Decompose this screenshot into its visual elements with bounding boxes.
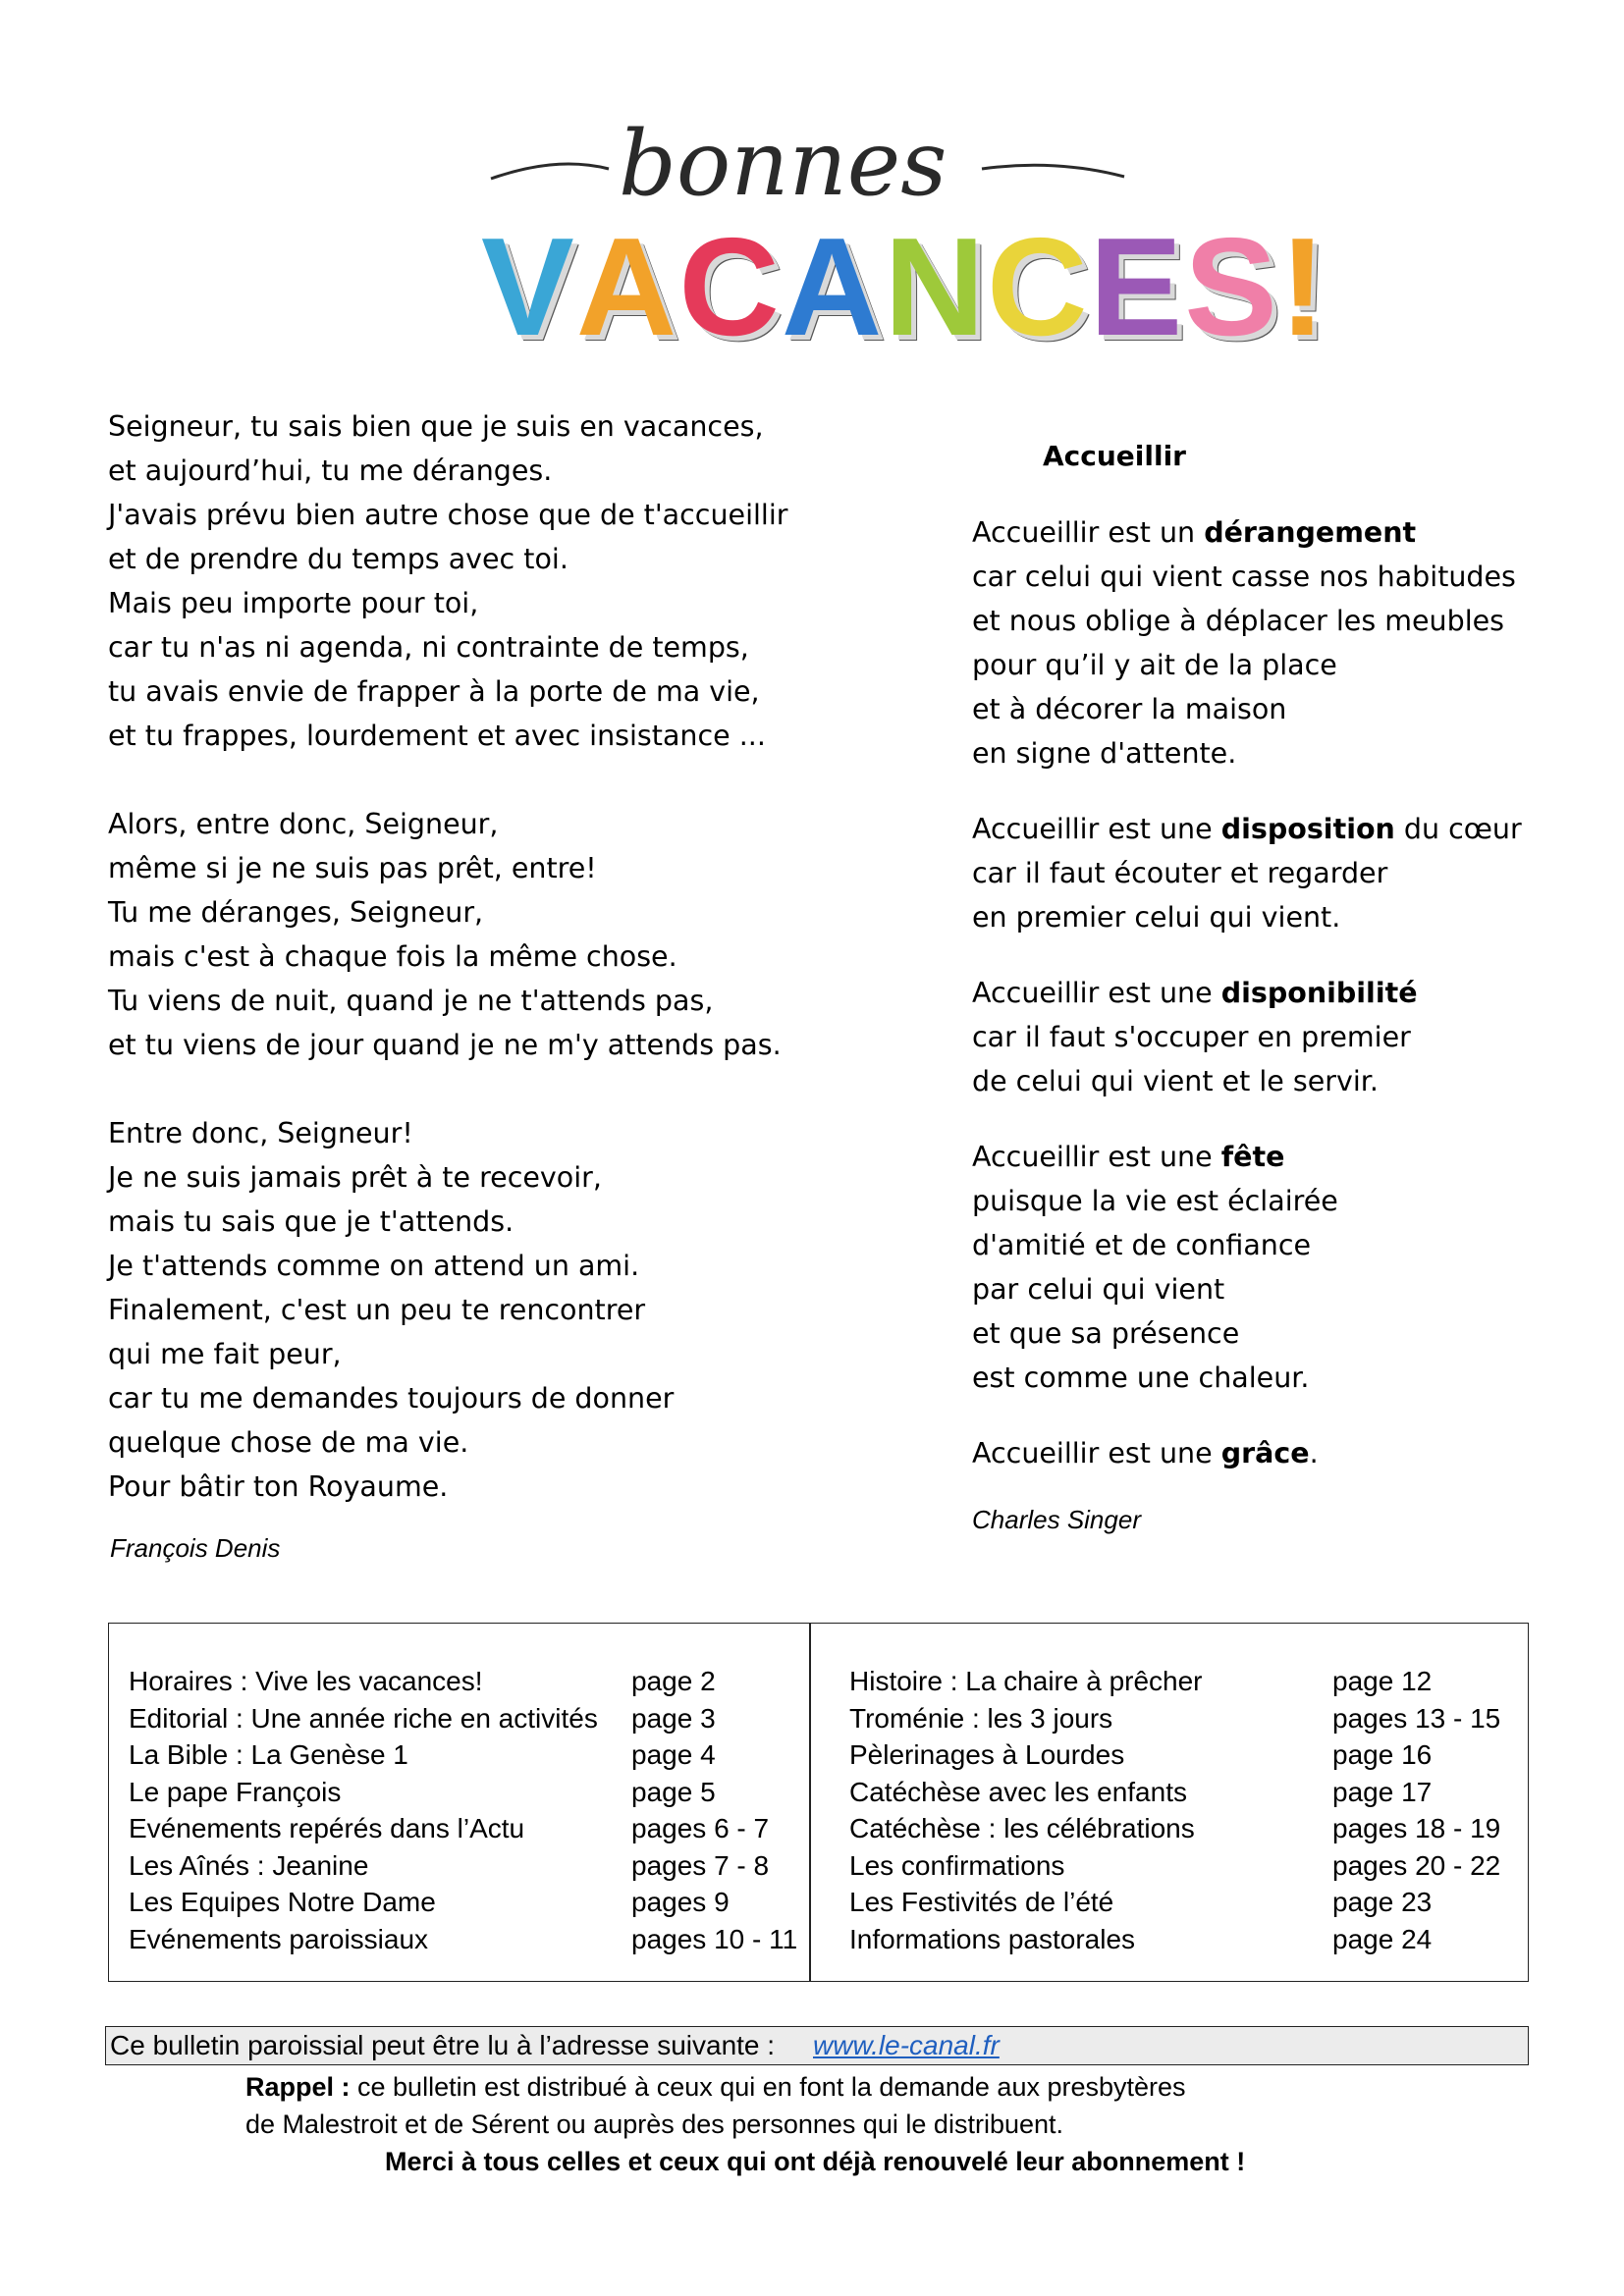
poem-line: d'amitié et de confiance	[972, 1229, 1312, 1261]
poem-line: par celui qui vient	[972, 1273, 1225, 1306]
toc-row	[129, 1663, 716, 1700]
website-link[interactable]: www.le-canal.fr	[813, 2030, 1000, 2060]
stanza-gap	[972, 1103, 1522, 1135]
stanza-tail: .	[1309, 1437, 1319, 1469]
toc-title: Horaires : Vive les vacances!	[129, 1666, 483, 1696]
poem-line: et aujourd’hui, tu me déranges.	[108, 454, 553, 487]
poem-line: qui me fait peur,	[108, 1338, 342, 1370]
toc-title: Les confirmations	[849, 1849, 1065, 1881]
toc-title: Catéchèse : les célébrations	[849, 1813, 1195, 1843]
vacances-letter: C	[678, 209, 782, 365]
poem-line: et de prendre du temps avec toi.	[108, 543, 568, 575]
vacances-letter: A	[575, 209, 679, 365]
toc-title: Les Aînés : Jeanine	[129, 1849, 369, 1881]
poem-line: Pour bâtir ton Royaume.	[108, 1470, 449, 1503]
rappel-line-2: de Malestroit et de Sérent ou auprès des personnes qui le distribuent.	[245, 2109, 1064, 2139]
poem-line: en premier celui qui vient.	[972, 901, 1341, 934]
poem-line: et que sa présence	[972, 1317, 1240, 1350]
poem-line: et à décorer la maison	[972, 693, 1287, 725]
toc-row	[129, 1810, 770, 1847]
toc-row	[129, 1847, 770, 1885]
poem-line: Tu viens de nuit, quand je ne t'attends pas,	[108, 985, 714, 1017]
stanza-lead: Accueillir est une	[972, 1437, 1221, 1469]
poem-line: Entre donc, Seigneur!	[108, 1117, 413, 1149]
toc-title: Le pape François	[129, 1776, 342, 1807]
toc-row	[849, 1663, 1433, 1700]
toc-page-number: pages 6 - 7	[631, 1813, 770, 1843]
toc-page-number: page 16	[1332, 1739, 1433, 1770]
poem-line: de celui qui vient et le servir.	[972, 1065, 1379, 1097]
poem-line: pour qu’il y ait de la place	[972, 649, 1337, 681]
stanza-gap	[972, 775, 1522, 807]
stanza-heading-line	[972, 510, 1522, 555]
toc-page-number: page 24	[1332, 1923, 1433, 1954]
right-poem-author: Charles Singer	[972, 1505, 1141, 1534]
toc-row	[849, 1847, 1501, 1885]
poem-line: puisque la vie est éclairée	[972, 1185, 1338, 1217]
toc-page-number: pages 13 - 15	[1332, 1702, 1501, 1734]
rappel-note	[245, 2068, 1186, 2143]
bonnes-script-graphic	[471, 108, 1139, 226]
stanza-lead: Accueillir est une	[972, 813, 1221, 845]
left-poem	[108, 404, 787, 1509]
stanza-keyword: fête	[1220, 1141, 1285, 1173]
poem-line: car il faut écouter et regarder	[972, 857, 1388, 889]
poem-line: Mais peu importe pour toi,	[108, 587, 479, 619]
toc-title: Les Festivités de l’été	[849, 1887, 1114, 1917]
vacances-letter: C	[986, 209, 1090, 365]
stanza-lead: Accueillir est une	[972, 977, 1221, 1009]
rappel-line-1: ce bulletin est distribué à ceux qui en font la demande aux presbytères	[350, 2072, 1186, 2102]
stanza-gap	[972, 1400, 1522, 1431]
thanks-message: Merci à tous celles et ceux qui ont déjà renouvelé leur abonnement !	[385, 2147, 1246, 2176]
poem-line: J'avais prévu bien autre chose que de t'accueillir	[108, 499, 788, 531]
toc-page-number: page 4	[631, 1739, 716, 1770]
vacances-letter: E	[1089, 209, 1185, 365]
toc-row	[129, 1774, 716, 1811]
vacances-letter: N	[884, 209, 987, 365]
poem-line: quelque chose de ma vie.	[108, 1426, 469, 1459]
toc-title: Informations pastorales	[849, 1923, 1136, 1954]
left-poem-author: François Denis	[110, 1533, 281, 1563]
poem-line: car celui qui vient casse nos habitudes	[972, 561, 1516, 593]
toc-title: Histoire : La chaire à prêcher	[849, 1666, 1203, 1696]
vacances-letter: S	[1184, 209, 1279, 365]
poem-line: mais c'est à chaque fois la même chose.	[108, 940, 677, 973]
toc-title: Evénements repérés dans l’Actu	[129, 1813, 525, 1843]
poem-line: car tu n'as ni agenda, ni contrainte de temps,	[108, 631, 749, 664]
toc-row	[129, 1700, 716, 1737]
stanza-gap	[972, 939, 1522, 971]
stanza-heading-line	[972, 971, 1522, 1015]
stanza-heading-line	[972, 807, 1522, 851]
rappel-label: Rappel :	[245, 2072, 351, 2102]
toc-title: Pèlerinages à Lourdes	[849, 1739, 1125, 1770]
toc-title: Evénements paroissiaux	[129, 1923, 429, 1954]
poem-line: Finalement, c'est un peu te rencontrer	[108, 1294, 646, 1326]
right-poem	[972, 510, 1522, 1475]
toc-page-number: pages 9	[631, 1887, 730, 1917]
poem-line: est comme une chaleur.	[972, 1362, 1310, 1394]
poem-line: car il faut s'occuper en premier	[972, 1021, 1411, 1053]
toc-row	[849, 1921, 1433, 1958]
stanza-heading-line	[972, 1135, 1522, 1179]
stanza-keyword: grâce	[1220, 1437, 1310, 1469]
poem-line: car tu me demandes toujours de donner	[108, 1382, 675, 1415]
poem-line: tu avais envie de frapper à la porte de ma vie,	[108, 675, 760, 708]
toc-page-number: page 3	[631, 1702, 716, 1734]
stanza-gap	[108, 1067, 787, 1111]
poem-line: Seigneur, tu sais bien que je suis en vacances,	[108, 410, 764, 443]
poem-line: Je t'attends comme on attend un ami.	[108, 1250, 640, 1282]
toc-title: Catéchèse avec les enfants	[849, 1776, 1187, 1807]
toc-right-column	[849, 1663, 1501, 1957]
toc-title: La Bible : La Genèse 1	[129, 1739, 408, 1770]
toc-page-number: pages 10 - 11	[631, 1923, 798, 1954]
toc-row	[849, 1774, 1433, 1811]
poem-line: mais tu sais que je t'attends.	[108, 1205, 514, 1238]
right-poem-title: Accueillir	[1043, 440, 1186, 472]
stanza-keyword: dérangement	[1204, 516, 1417, 549]
address-label: Ce bulletin paroissial peut être lu à l’adresse suivante :	[110, 2030, 776, 2060]
toc-page-number: pages 7 - 8	[631, 1849, 770, 1881]
toc-row	[849, 1700, 1501, 1737]
vacances-letter: !	[1278, 209, 1328, 365]
poem-line: en signe d'attente.	[972, 737, 1237, 770]
toc-page-number: page 5	[631, 1776, 716, 1807]
toc-row	[129, 1921, 798, 1958]
poem-line: Je ne suis jamais prêt à te recevoir,	[108, 1161, 602, 1194]
toc-row	[849, 1736, 1433, 1774]
toc-title: Editorial : Une année riche en activités	[129, 1702, 598, 1734]
vacances-letter: A	[781, 209, 885, 365]
address-bar	[105, 2026, 1529, 2065]
vacances-title	[481, 209, 1328, 365]
bonnes-text: bonnes	[619, 111, 947, 216]
poem-line: Alors, entre donc, Seigneur,	[108, 808, 499, 840]
stanza-keyword: disposition	[1220, 813, 1395, 845]
header-logo	[471, 108, 1328, 373]
toc-page-number: pages 18 - 19	[1332, 1813, 1501, 1843]
toc-divider	[809, 1624, 811, 1981]
poem-line: et tu frappes, lourdement et avec insistance ...	[108, 720, 766, 752]
toc-title: Les Equipes Notre Dame	[129, 1887, 436, 1917]
toc-page-number: pages 20 - 22	[1332, 1849, 1501, 1881]
stanza-keyword: disponibilité	[1220, 977, 1418, 1009]
toc-page-number: page 2	[631, 1666, 716, 1696]
poem-line: et tu viens de jour quand je ne m'y attends pas.	[108, 1029, 782, 1061]
vacances-letter: V	[481, 209, 576, 365]
toc-row	[849, 1884, 1433, 1921]
poem-line: même si je ne suis pas prêt, entre!	[108, 852, 597, 884]
stanza-lead: Accueillir est une	[972, 1141, 1221, 1173]
toc-row	[129, 1884, 730, 1921]
poem-line: Tu me déranges, Seigneur,	[108, 896, 484, 929]
poem-line: et nous oblige à déplacer les meubles	[972, 605, 1505, 637]
stanza-heading-line	[972, 1431, 1522, 1475]
stanza-gap	[108, 758, 787, 802]
toc-title: Troménie : les 3 jours	[849, 1702, 1113, 1734]
toc-row	[129, 1736, 716, 1774]
stanza-lead: Accueillir est un	[972, 516, 1205, 549]
stanza-tail: du cœur	[1394, 813, 1522, 845]
table-of-contents	[108, 1623, 1529, 1982]
toc-page-number: page 17	[1332, 1776, 1433, 1807]
toc-page-number: page 12	[1332, 1666, 1433, 1696]
toc-row	[849, 1810, 1501, 1847]
toc-left-column	[129, 1663, 798, 1957]
toc-page-number: page 23	[1332, 1887, 1433, 1917]
